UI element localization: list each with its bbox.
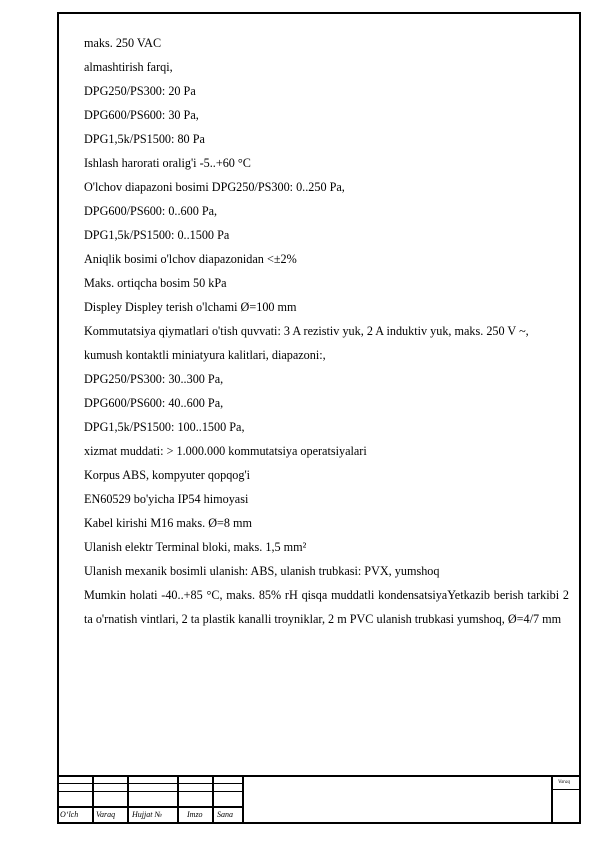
text-line: DPG600/PS600: 40..600 Pa, bbox=[84, 396, 224, 410]
text-line: xizmat muddati: > 1.000.000 kommutatsiya operatsiyalari bbox=[84, 444, 367, 458]
col-imzo-label: Imzo bbox=[187, 810, 203, 819]
text-line: kumush kontaktli miniatyura kalitlari, diapazoni:, bbox=[84, 348, 326, 362]
text-line: Aniqlik bosimi o'lchov diapazonidan <±2% bbox=[84, 252, 297, 266]
title-block-col-rule bbox=[212, 775, 214, 824]
title-block-col-rule bbox=[92, 775, 94, 824]
col-hujjat-label: Hujjat № bbox=[132, 810, 162, 819]
text-line: DPG250/PS300: 20 Pa bbox=[84, 84, 196, 98]
paragraph-operating-conditions: Mumkin holati -40..+85 °C, maks. 85% rH qisqa muddatli kondensatsiyaYetkazib berish tarkibi 2 ta o'rnatish vintlari, 2 ta plastik kanalli troyniklar, 2 m PVC ulanish trubkasi yumshoq, Ø=4/7 mm bbox=[84, 588, 569, 626]
text-line: Korpus ABS, kompyuter qopqog'i bbox=[84, 468, 251, 482]
text-line: Ulanish mexanik bosimli ulanish: ABS, ulanish trubkasi: PVX, yumshoq bbox=[84, 564, 440, 578]
text-line: DPG1,5k/PS1500: 80 Pa bbox=[84, 132, 205, 146]
text-line: Kabel kirishi M16 maks. Ø=8 mm bbox=[84, 516, 253, 530]
text-line: DPG600/PS600: 30 Pa, bbox=[84, 108, 199, 122]
text-line: Displey Displey terish o'lchami Ø=100 mm bbox=[84, 300, 297, 314]
text-line: Ulanish elektr Terminal bloki, maks. 1,5 mm² bbox=[84, 540, 307, 554]
paragraph-switching-values: Kommutatsiya qiymatlari o'tish quvvati: 3 A rezistiv yuk, 2 A induktiv yuk, maks. 250 V ~, bbox=[84, 324, 529, 338]
col-sana-label: Sana bbox=[217, 810, 233, 819]
title-block-col-rule bbox=[127, 775, 129, 824]
text-line: DPG1,5k/PS1500: 0..1500 Pa bbox=[84, 228, 230, 242]
sheet-box-rule bbox=[551, 775, 553, 824]
text-line: maks. 250 VAC bbox=[84, 36, 162, 50]
title-block-col-rule bbox=[177, 775, 179, 824]
sheet-label: Varaq bbox=[558, 780, 570, 785]
text-line: Maks. ortiqcha bosim 50 kPa bbox=[84, 276, 227, 290]
sheet-box-rule bbox=[551, 789, 581, 790]
title-block-row-rule bbox=[57, 806, 242, 808]
text-line: DPG250/PS300: 30..300 Pa, bbox=[84, 372, 224, 386]
text-line: Ishlash harorati oralig'i -5..+60 °C bbox=[84, 156, 251, 170]
document-body bbox=[84, 31, 569, 631]
col-olch-label: O‘lch bbox=[60, 810, 79, 819]
title-block-row-rule bbox=[57, 783, 242, 784]
text-line: DPG1,5k/PS1500: 100..1500 Pa, bbox=[84, 420, 245, 434]
col-varaq-label: Varaq bbox=[96, 810, 116, 819]
text-line: EN60529 bo'yicha IP54 himoyasi bbox=[84, 492, 249, 506]
text-line: DPG600/PS600: 0..600 Pa, bbox=[84, 204, 218, 218]
title-block-row-rule bbox=[57, 791, 242, 792]
text-line: almashtirish farqi, bbox=[84, 60, 173, 74]
title-block bbox=[57, 775, 581, 824]
text-line: O'lchov diapazoni bosimi DPG250/PS300: 0..250 Pa, bbox=[84, 180, 345, 194]
title-block-col-rule bbox=[242, 775, 244, 824]
title-block-top-rule bbox=[57, 775, 581, 777]
